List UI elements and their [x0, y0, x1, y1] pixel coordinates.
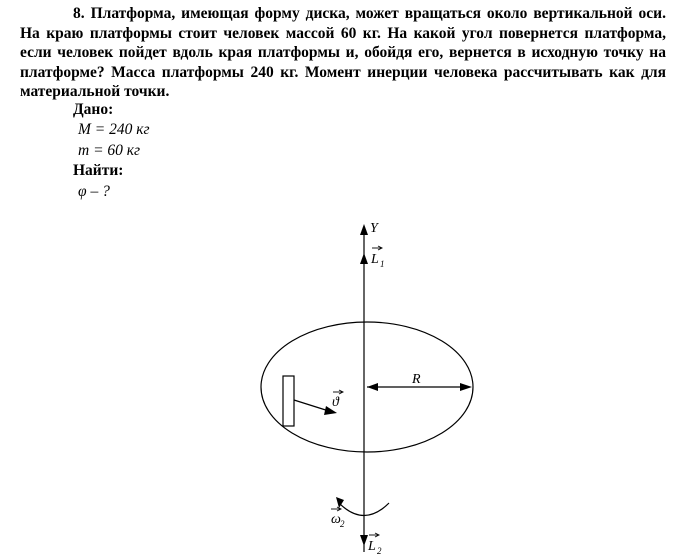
svg-text:ω: ω: [331, 512, 341, 527]
axis-y-label: Y: [370, 221, 378, 236]
l2-arrowhead: [360, 535, 368, 546]
svg-text:2: 2: [377, 546, 382, 556]
omega-label: [331, 507, 345, 529]
axis-arrowhead: [360, 224, 368, 235]
given-mass-platform: M = 240 кг: [78, 121, 150, 138]
problem-statement: 8. Платформа, имеющая форму диска, может вращаться около вертикальной оси. На краю платформы стоит человек массой 60 кг. На какой угол повернется платформа, если человек пойдет вдоль края платформы и, обойдя его, вернется в исходную точку на платформе? Масса платформы 240 кг. Момент инерции человека рассчитывать как для материальной точки.: [20, 5, 666, 100]
svg-text:ϑ: ϑ: [332, 395, 339, 410]
svg-text:L: L: [371, 252, 379, 267]
given-mass-person: m = 60 кг: [78, 142, 141, 159]
l1-arrowhead: [360, 253, 368, 264]
svg-text:1: 1: [380, 259, 385, 269]
person-rect: [283, 376, 294, 426]
radius-label: R: [412, 372, 421, 387]
radius-arrowhead-left: [367, 383, 378, 391]
l1-label: [370, 246, 385, 269]
radius-arrowhead-right: [460, 383, 472, 391]
given-label: Дано:: [73, 101, 114, 118]
find-angle: φ – ?: [78, 183, 110, 200]
velocity-label: [332, 390, 343, 410]
svg-text:2: 2: [340, 519, 345, 529]
svg-text:L: L: [368, 539, 376, 554]
l2-label: [367, 533, 382, 556]
find-label: Найти:: [73, 162, 124, 179]
